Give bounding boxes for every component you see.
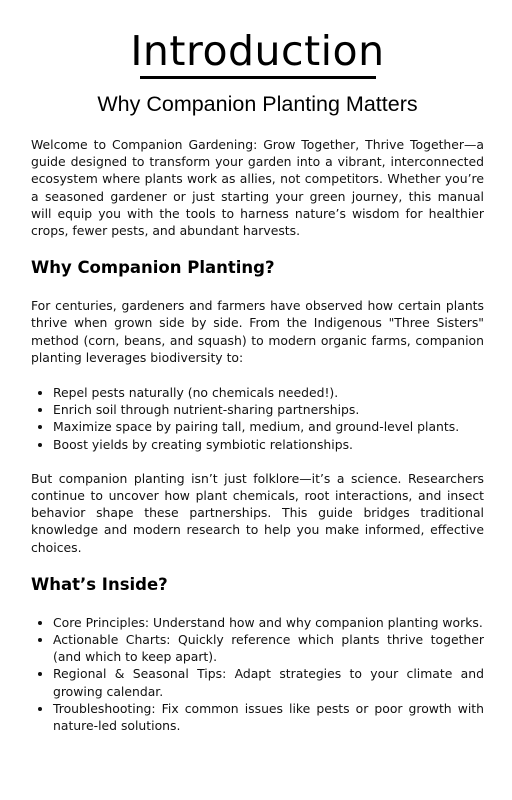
benefits-list — [31, 384, 484, 453]
intro-paragraph: Welcome to Companion Gardening: Grow Together, Thrive Together—a guide designed to transform your garden into a vibrant, interconnected ecosystem where plants work as allies, not competitors. Whether you’re a seasoned gardener or just starting your green journey, this manual will equip you with the tools to harness nature’s wisdom for healthier crops, fewer pests, and abundant harvests. — [31, 137, 484, 239]
list-item: • Core Principles: Understand how and why companion planting works. — [53, 614, 484, 631]
list-item: • Troubleshooting: Fix common issues like pests or poor growth with nature-led solutions. — [53, 700, 484, 734]
list-item: • Enrich soil through nutrient-sharing partnerships. — [53, 401, 484, 418]
list-item: • Repel pests naturally (no chemicals needed!). — [53, 384, 484, 401]
page-title: Introduction — [130, 27, 385, 75]
title-block — [31, 0, 484, 79]
list-item: • Boost yields by creating symbiotic relationships. — [53, 436, 484, 453]
page-subtitle: Why Companion Planting Matters — [97, 92, 418, 116]
contents-list — [31, 614, 484, 734]
why-paragraph: For centuries, gardeners and farmers have observed how certain plants thrive when grown side by side. From the Indigenous "Three Sisters" method (corn, beans, and squash) to modern organic farms, companion planting leverages biodiversity to: — [31, 298, 484, 365]
title-underline — [140, 76, 376, 79]
list-item: • Maximize space by pairing tall, medium, and ground-level plants. — [53, 418, 484, 435]
section-heading-why: Why Companion Planting? — [31, 258, 275, 278]
section-heading-inside: What’s Inside? — [31, 574, 168, 594]
science-paragraph: But companion planting isn’t just folklore—it’s a science. Researchers continue to uncover how plant chemicals, root interactions, and insect behavior shape these partnerships. This guide bridges traditional knowledge and modern research to help you make informed, effective choices. — [31, 470, 484, 555]
list-item: • Regional & Seasonal Tips: Adapt strategies to your climate and growing calendar. — [53, 665, 484, 699]
list-item: • Actionable Charts: Quickly reference which plants thrive together (and which to keep apart). — [53, 631, 484, 665]
